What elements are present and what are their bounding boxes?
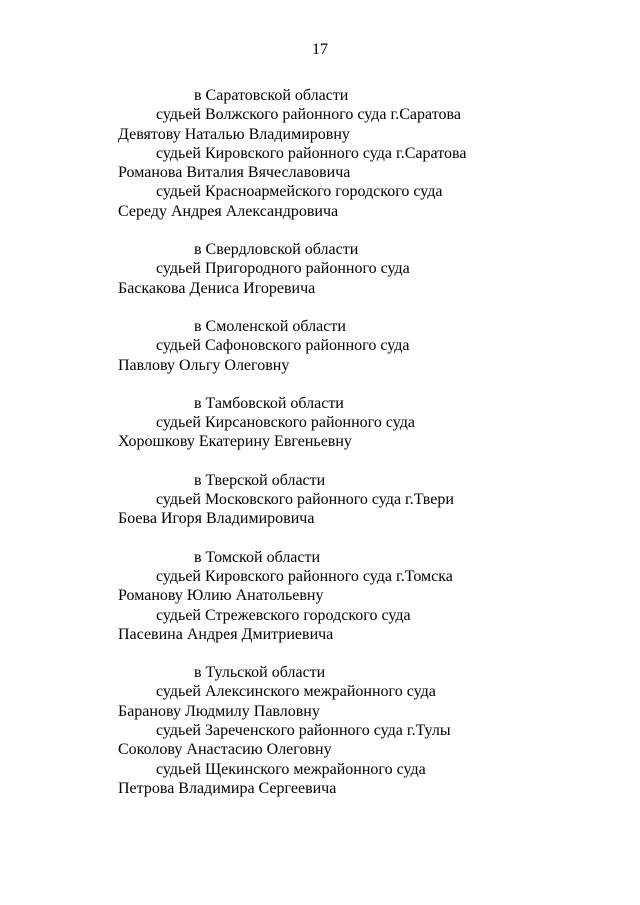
region-section	[118, 471, 618, 529]
court-position: судьей Кировского районного суда г.Томска	[156, 567, 453, 585]
judge-name: Хорошкову Екатерину Евгеньевну	[118, 433, 352, 451]
court-position: судьей Щекинского межрайонного суда	[156, 760, 426, 778]
court-position: судьей Алексинского межрайонного суда	[156, 683, 436, 701]
region-heading: в Тамбовской области	[194, 394, 344, 412]
judge-name: Павлову Ольгу Олеговну	[118, 356, 290, 374]
document-body	[118, 86, 618, 817]
judge-name: Соколову Анастасию Олеговну	[118, 741, 332, 759]
court-position: судьей Московского районного суда г.Твери	[156, 491, 454, 509]
court-position: судьей Кировского районного суда г.Саратова	[156, 144, 467, 162]
region-section	[118, 240, 618, 298]
judge-name: Баранову Людмилу Павловну	[118, 702, 320, 720]
court-position: судьей Пригородного районного суда	[156, 260, 410, 278]
region-section	[118, 663, 618, 798]
court-position: судьей Зареченского районного суда г.Тулы	[156, 722, 451, 740]
court-position: судьей Волжского районного суда г.Саратова	[156, 106, 461, 124]
judge-name: Баскакова Дениса Игоревича	[118, 279, 316, 297]
region-heading: в Свердловской области	[194, 241, 359, 259]
court-position: судьей Кирсановского районного суда	[156, 414, 415, 432]
region-heading: в Томской области	[194, 548, 321, 566]
judge-name: Романову Юлию Анатольевну	[118, 587, 324, 605]
judge-name: Пасевина Андрея Дмитриевича	[118, 625, 334, 643]
judge-name: Боева Игоря Владимировича	[118, 510, 315, 528]
court-position: судьей Красноармейского городского суда	[156, 183, 443, 201]
region-heading: в Саратовской области	[194, 87, 349, 104]
court-position: судьей Сафоновского районного суда	[156, 337, 410, 355]
region-heading: в Тульской области	[194, 664, 326, 682]
region-section	[118, 548, 618, 644]
judge-name: Романова Виталия Вячеславовича	[118, 164, 351, 182]
page-number: 17	[312, 41, 328, 58]
region-heading: в Тверской области	[194, 471, 326, 489]
region-section	[118, 86, 618, 221]
region-section	[118, 317, 618, 375]
judge-name: Девятову Наталью Владимировну	[118, 125, 350, 143]
region-section	[118, 394, 618, 452]
region-heading: в Смоленской области	[194, 317, 346, 335]
court-position: судьей Стрежевского городского суда	[156, 606, 411, 624]
judge-name: Середу Андрея Александровича	[118, 202, 339, 220]
judge-name: Петрова Владимира Сергеевича	[118, 779, 337, 797]
